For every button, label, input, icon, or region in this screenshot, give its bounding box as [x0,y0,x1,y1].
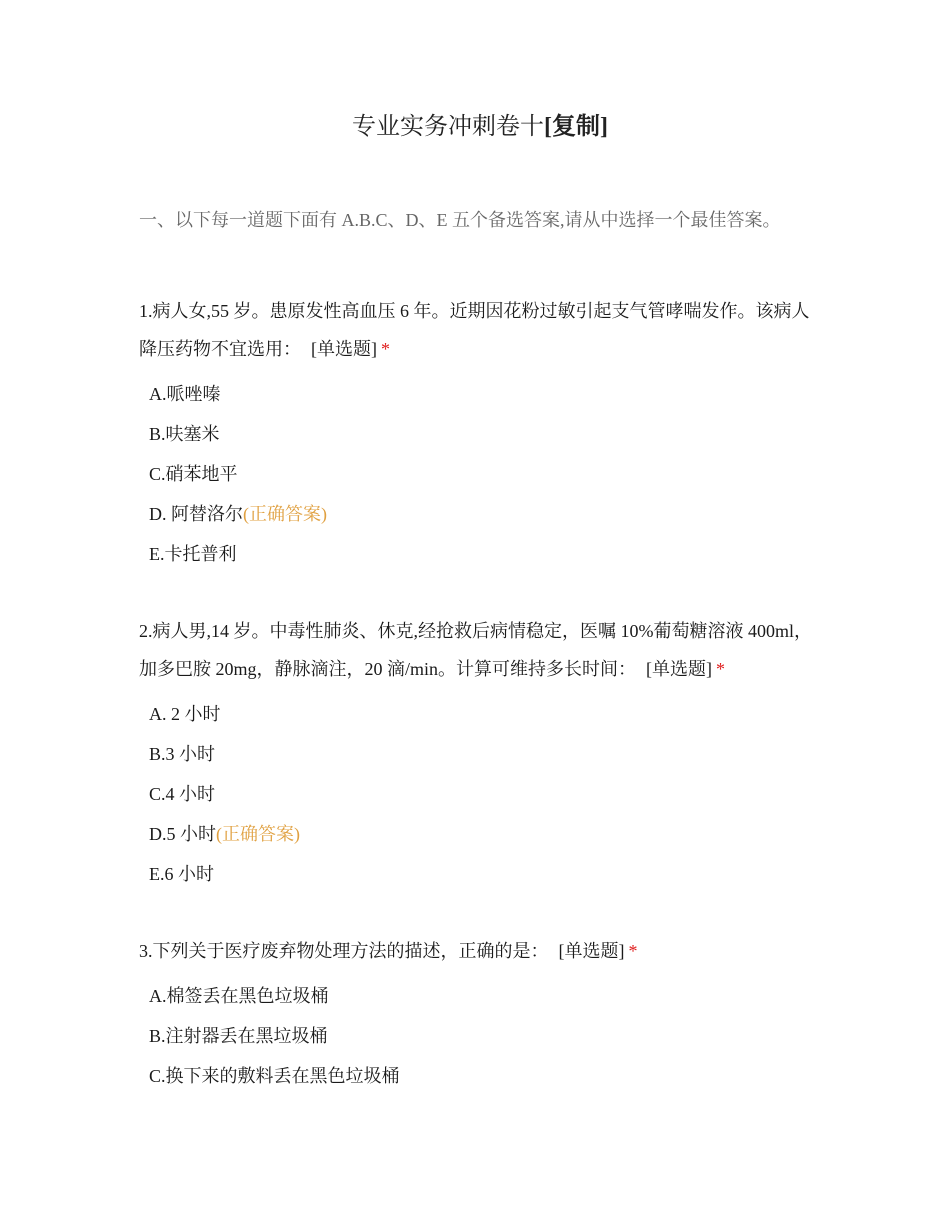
question-type: [单选题] [646,659,713,679]
question-3 [139,932,819,1096]
option-label: A.棉签丢在黑色垃圾桶 [149,986,329,1006]
option-label: A. 2 小时 [149,704,221,724]
required-mark: * [628,941,638,961]
option-e[interactable] [149,534,819,574]
option-a[interactable] [149,694,819,734]
question-text: 2.病人男,14 岁。中毒性肺炎、休克,经抢救后病情稳定，医嘱 10%葡萄糖溶液 400ml，加多巴胺 20mg，静脉滴注，20 滴/min。计算可维持多长时间： [139,621,812,679]
question-stem [139,612,819,688]
option-c[interactable] [149,774,819,814]
option-b[interactable] [149,1016,819,1056]
option-label: E.卡托普利 [149,544,237,564]
option-label: B.3 小时 [149,744,216,764]
question-type: [单选题] [311,339,377,359]
option-list [149,374,819,574]
question-stem [139,932,819,970]
option-label: D.5 小时 [149,824,216,844]
question-text: 1.病人女,55 岁。患原发性高血压 6 年。近期因花粉过敏引起支气管哮喘发作。该病人降压药物不宜选用： [139,301,810,359]
option-label: B.呋塞米 [149,424,220,444]
option-list [149,976,819,1096]
required-mark: * [381,339,390,359]
option-label: C.硝苯地平 [149,464,238,484]
section-heading: 一、以下每一道题下面有 A.B.C、D、E 五个备选答案,请从中选择一个最佳答案。 [139,210,781,230]
option-d[interactable] [149,494,819,534]
option-label: D. 阿替洛尔 [149,504,243,524]
option-c[interactable] [149,454,819,494]
option-list [149,694,819,894]
option-label: E.6 小时 [149,864,214,884]
option-label: C.4 小时 [149,784,216,804]
question-type: [单选题] [558,941,625,961]
page-title [0,110,950,144]
option-label: C.换下来的敷料丢在黑色垃圾桶 [149,1066,400,1086]
option-a[interactable] [149,374,819,414]
option-b[interactable] [149,414,819,454]
title-text: 专业实务冲刺卷十 [352,114,544,140]
option-b[interactable] [149,734,819,774]
required-mark: * [716,659,726,679]
option-label: B.注射器丢在黑垃圾桶 [149,1026,328,1046]
question-text: 3.下列关于医疗废弃物处理方法的描述，正确的是： [139,941,549,961]
question-2 [139,612,819,894]
title-suffix: [复制] [544,114,608,140]
question-1 [139,292,819,574]
correct-answer-marker: (正确答案) [216,824,300,844]
option-c[interactable] [149,1056,819,1096]
option-a[interactable] [149,976,819,1016]
correct-answer-marker: (正确答案) [243,504,327,524]
option-d[interactable] [149,814,819,854]
option-label: A.哌唑嗪 [149,384,221,404]
option-e[interactable] [149,854,819,894]
question-stem [139,292,819,368]
